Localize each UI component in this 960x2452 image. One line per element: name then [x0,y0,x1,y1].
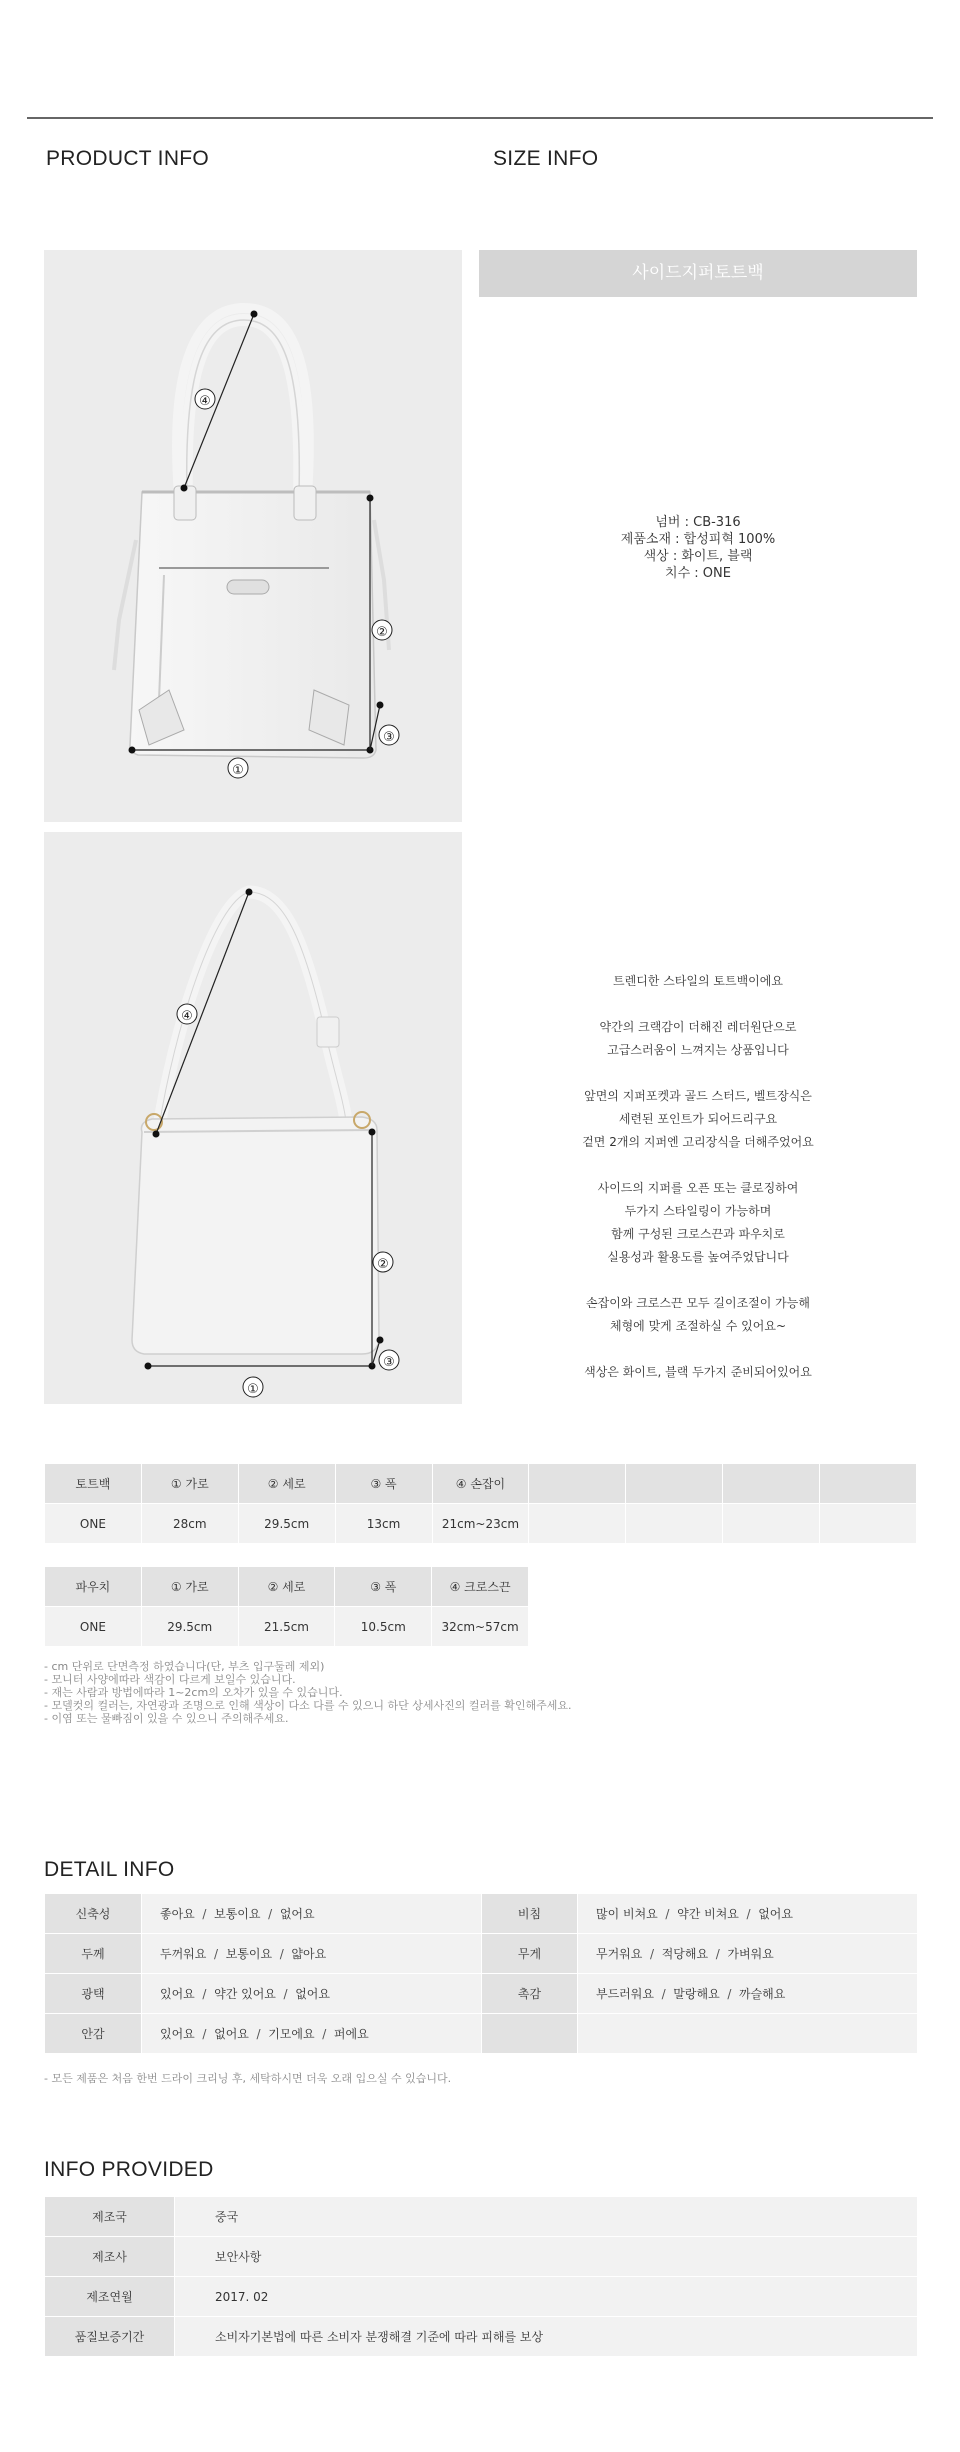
tote-marker-3: ③ [383,730,395,745]
option: 없어요 [279,1907,315,1921]
table-cell [529,1504,626,1544]
detail-options: 무거워요 / 적당해요 / 가벼워요 [578,1934,918,1974]
desc-paragraph [479,1361,917,1384]
table-cell [723,1504,820,1544]
table-cell: 21.5cm [238,1607,335,1647]
option: 가벼워요 [727,1947,774,1961]
size-info-heading: SIZE INFO [493,147,599,170]
table-header-row [45,1567,529,1607]
tote-marker-2: ② [376,625,388,640]
pouch-marker-2: ② [377,1257,389,1272]
pouch-marker-3: ③ [383,1355,395,1370]
info-label: 제조사 [45,2237,175,2277]
table-cell [626,1504,723,1544]
info-provided-table [44,2196,918,2357]
table-row [45,2237,918,2277]
table-row [45,2197,918,2237]
spec-number: 넘버 : CB-316 [655,515,741,530]
table-cell: ONE [45,1607,142,1647]
desc-paragraph [479,1177,917,1269]
tote-bag-photo [44,250,462,822]
table-row [45,2277,918,2317]
detail-options: 있어요 / 약간 있어요 / 없어요 [142,1974,482,2014]
detail-label: 무게 [482,1934,578,1974]
tote-size-table [44,1463,917,1544]
table-header-cell: ① 가로 [141,1567,238,1607]
detail-options: 두꺼워요 / 보통이요 / 얇아요 [142,1934,482,1974]
detail-note: - 모든 제품은 처음 한번 드라이 크리닝 후, 세탁하시면 더욱 오래 입으실 수 있습니다. [44,2072,452,2085]
option: 까슬해요 [739,1987,786,2001]
desc-line: 체형에 맞게 조절하실 수 있어요~ [609,1319,786,1333]
table-row [45,1607,529,1647]
table-row [45,2317,918,2357]
tote-marker-1: ① [232,763,244,778]
desc-paragraph [479,970,917,993]
desc-line: 실용성과 활용도를 높여주었답니다 [607,1250,789,1264]
detail-label: 두께 [45,1934,142,1974]
info-value: 중국 [175,2197,918,2237]
table-header-cell: ③ 폭 [335,1464,432,1504]
detail-options [578,2014,918,2054]
pouch-size-table [44,1566,529,1647]
pouch-marker-1: ① [247,1382,259,1397]
option: 얇아요 [291,1947,327,1961]
option: 적당해요 [661,1947,709,1961]
desc-line: 색상은 화이트, 블랙 두가지 준비되어있어요 [584,1365,812,1379]
detail-options: 부드러워요 / 말랑해요 / 까슬해요 [578,1974,918,2014]
desc-line: 트렌디한 스타일의 토트백이에요 [613,974,783,988]
table-header-cell [723,1464,820,1504]
table-cell: 29.5cm [141,1607,238,1647]
detail-label: 신축성 [45,1894,142,1934]
option: 있어요 [160,2027,195,2041]
detail-label: 안감 [45,2014,142,2054]
option: 좋아요 [160,1907,195,1921]
desc-line: 두가지 스타일링이 가능하며 [624,1204,772,1218]
table-row [45,1974,918,2014]
option: 약간 있어요 [214,1987,276,2001]
note-line: - cm 단위로 단면측정 하였습니다(단, 부츠 입구둘레 제외) [44,1660,325,1673]
table-header-row [45,1464,917,1504]
detail-info-table [44,1893,918,2054]
note-line: - 모니터 사양에따라 색감이 다르게 보일수 있습니다. [44,1673,296,1686]
top-divider [27,117,933,119]
detail-options: 좋아요 / 보통이요 / 없어요 [142,1894,482,1934]
detail-info-heading: DETAIL INFO [44,1858,175,1881]
table-cell [820,1504,917,1544]
table-header-cell [626,1464,723,1504]
option: 보통이요 [214,1907,261,1921]
desc-paragraph [479,1292,917,1338]
option: 말랑해요 [673,1987,720,2001]
info-value: 소비자기본법에 따른 소비자 분쟁해결 기준에 따라 피해를 보상 [175,2317,918,2357]
spec-size: 치수 : ONE [665,566,731,581]
table-header-cell: ④ 손잡이 [432,1464,529,1504]
detail-label: 광택 [45,1974,142,2014]
spec-color: 색상 : 화이트, 블랙 [643,549,753,564]
table-row [45,1894,918,1934]
table-header-cell: ④ 크로스끈 [432,1567,529,1607]
option: 기모에요 [268,2027,315,2041]
info-label: 제조국 [45,2197,175,2237]
desc-line: 앞면의 지퍼포켓과 골드 스터드, 벨트장식은 [584,1089,812,1103]
table-header-cell: ② 세로 [238,1464,335,1504]
option: 약간 비쳐요 [677,1907,739,1921]
product-description [479,970,917,1384]
table-cell: 10.5cm [335,1607,432,1647]
table-header-cell [529,1464,626,1504]
desc-line: 약간의 크랙감이 더해진 레더원단으로 [599,1020,797,1034]
desc-line: 함께 구성된 크로스끈과 파우치로 [611,1227,785,1241]
detail-label [482,2014,578,2054]
table-cell: 13cm [335,1504,432,1544]
note-line: - 모델컷의 컬러는, 자연광과 조명으로 인해 색상이 다소 다를 수 있으니 하단 상세사진의 컬러를 확인해주세요. [44,1699,572,1712]
table-header-cell: ② 세로 [238,1567,335,1607]
desc-line: 세련된 포인트가 되어드리구요 [618,1112,778,1126]
table-cell: 29.5cm [238,1504,335,1544]
option: 있어요 [160,1987,195,2001]
pouch-bag-photo [44,832,462,1404]
size-notes [44,1660,571,1725]
table-cell: 28cm [141,1504,238,1544]
desc-line: 겉면 2개의 지퍼엔 고리장식을 더해주었어요 [582,1135,814,1149]
table-cell: ONE [45,1504,142,1544]
table-header-cell: 파우치 [45,1567,142,1607]
option: 무거워요 [596,1947,643,1961]
option: 보통이요 [225,1947,273,1961]
detail-options: 많이 비쳐요 / 약간 비쳐요 / 없어요 [578,1894,918,1934]
note-line: - 이염 또는 물빠짐이 있을 수 있으니 주의해주세요. [44,1712,289,1725]
detail-options: 있어요 / 없어요 / 기모에요 / 퍼에요 [142,2014,482,2054]
desc-paragraph [479,1085,917,1154]
option: 두꺼워요 [160,1947,207,1961]
table-row [45,1934,918,1974]
option: 퍼에요 [333,2027,369,2041]
table-row [45,2014,918,2054]
option: 없어요 [295,1987,330,2001]
option: 없어요 [214,2027,249,2041]
table-header-cell: ③ 폭 [335,1567,432,1607]
tote-marker-4: ④ [199,394,211,409]
detail-label: 비침 [482,1894,578,1934]
table-header-cell [820,1464,917,1504]
info-provided-heading: INFO PROVIDED [44,2158,214,2181]
info-label: 제조연월 [45,2277,175,2317]
table-cell: 32cm~57cm [432,1607,529,1647]
table-header-cell: ① 가로 [141,1464,238,1504]
desc-line: 손잡이와 크로스끈 모두 길이조절이 가능해 [586,1296,810,1310]
note-line: - 재는 사람과 방법에따라 1~2cm의 오차가 있을 수 있습니다. [44,1686,343,1699]
option: 부드러워요 [596,1987,654,2001]
info-value: 2017. 02 [175,2277,918,2317]
table-header-cell: 토트백 [45,1464,142,1504]
desc-line: 사이드의 지퍼를 오픈 또는 클로징하여 [597,1181,799,1195]
product-info-heading: PRODUCT INFO [46,147,210,170]
table-cell: 21cm~23cm [432,1504,529,1544]
product-name-bar: 사이드지퍼토트백 [479,250,917,297]
option: 없어요 [758,1907,793,1921]
info-value: 보안사항 [175,2237,918,2277]
info-label: 품질보증기간 [45,2317,175,2357]
desc-line: 고급스러움이 느껴지는 상품입니다 [607,1043,789,1057]
product-spec [479,514,917,582]
option: 많이 비쳐요 [596,1907,658,1921]
desc-paragraph [479,1016,917,1062]
detail-label: 촉감 [482,1974,578,2014]
table-row [45,1504,917,1544]
pouch-marker-4: ④ [181,1009,193,1024]
spec-material: 제품소재 : 합성피혁 100% [620,532,776,547]
